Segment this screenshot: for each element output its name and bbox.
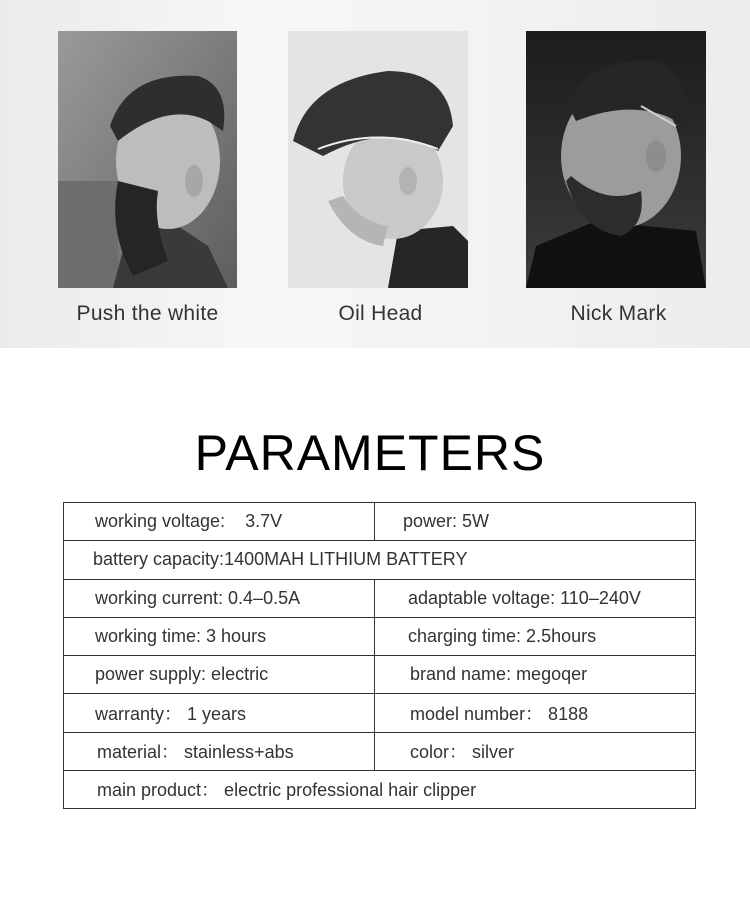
model-number-cell: model number： 8188 (375, 694, 696, 732)
parameters-title: PARAMETERS (194, 425, 546, 481)
caption-oil-head: Oil Head (338, 302, 423, 325)
caption-push-the-white: Push the white (76, 302, 219, 325)
table-row (64, 579, 696, 617)
table-row (64, 503, 696, 541)
color-cell: color： silver (375, 732, 696, 770)
table-row (64, 694, 696, 732)
push-the-white-photo (58, 31, 237, 288)
table-row (64, 770, 696, 808)
oil-head-photo (288, 31, 468, 288)
material-cell: material： stainless+abs (64, 732, 375, 770)
nick-mark-photo (526, 31, 706, 288)
table-row (64, 732, 696, 770)
hairstyle-gallery (0, 0, 750, 348)
caption-nick-mark: Nick Mark (570, 302, 667, 325)
power-cell: power: 5W (375, 503, 696, 541)
working-time-cell: working time: 3 hours (64, 617, 375, 655)
table-row (64, 656, 696, 694)
charging-time-cell: charging time: 2.5hours (375, 617, 696, 655)
parameters-table (63, 502, 696, 809)
table-row (64, 617, 696, 655)
warranty-cell: warranty： 1 years (64, 694, 375, 732)
adaptable-voltage-cell: adaptable voltage: 110–240V (375, 579, 696, 617)
working-current-cell: working current: 0.4–0.5A (64, 579, 375, 617)
battery-capacity-cell: battery capacity:1400MAH LITHIUM BATTERY (64, 541, 696, 579)
main-product-cell: main product： electric professional hair clipper (64, 770, 696, 808)
working-voltage-cell: working voltage: 3.7V (64, 503, 375, 541)
brand-name-cell: brand name: megoqer (375, 656, 696, 694)
table-row (64, 541, 696, 579)
power-supply-cell: power supply: electric (64, 656, 375, 694)
